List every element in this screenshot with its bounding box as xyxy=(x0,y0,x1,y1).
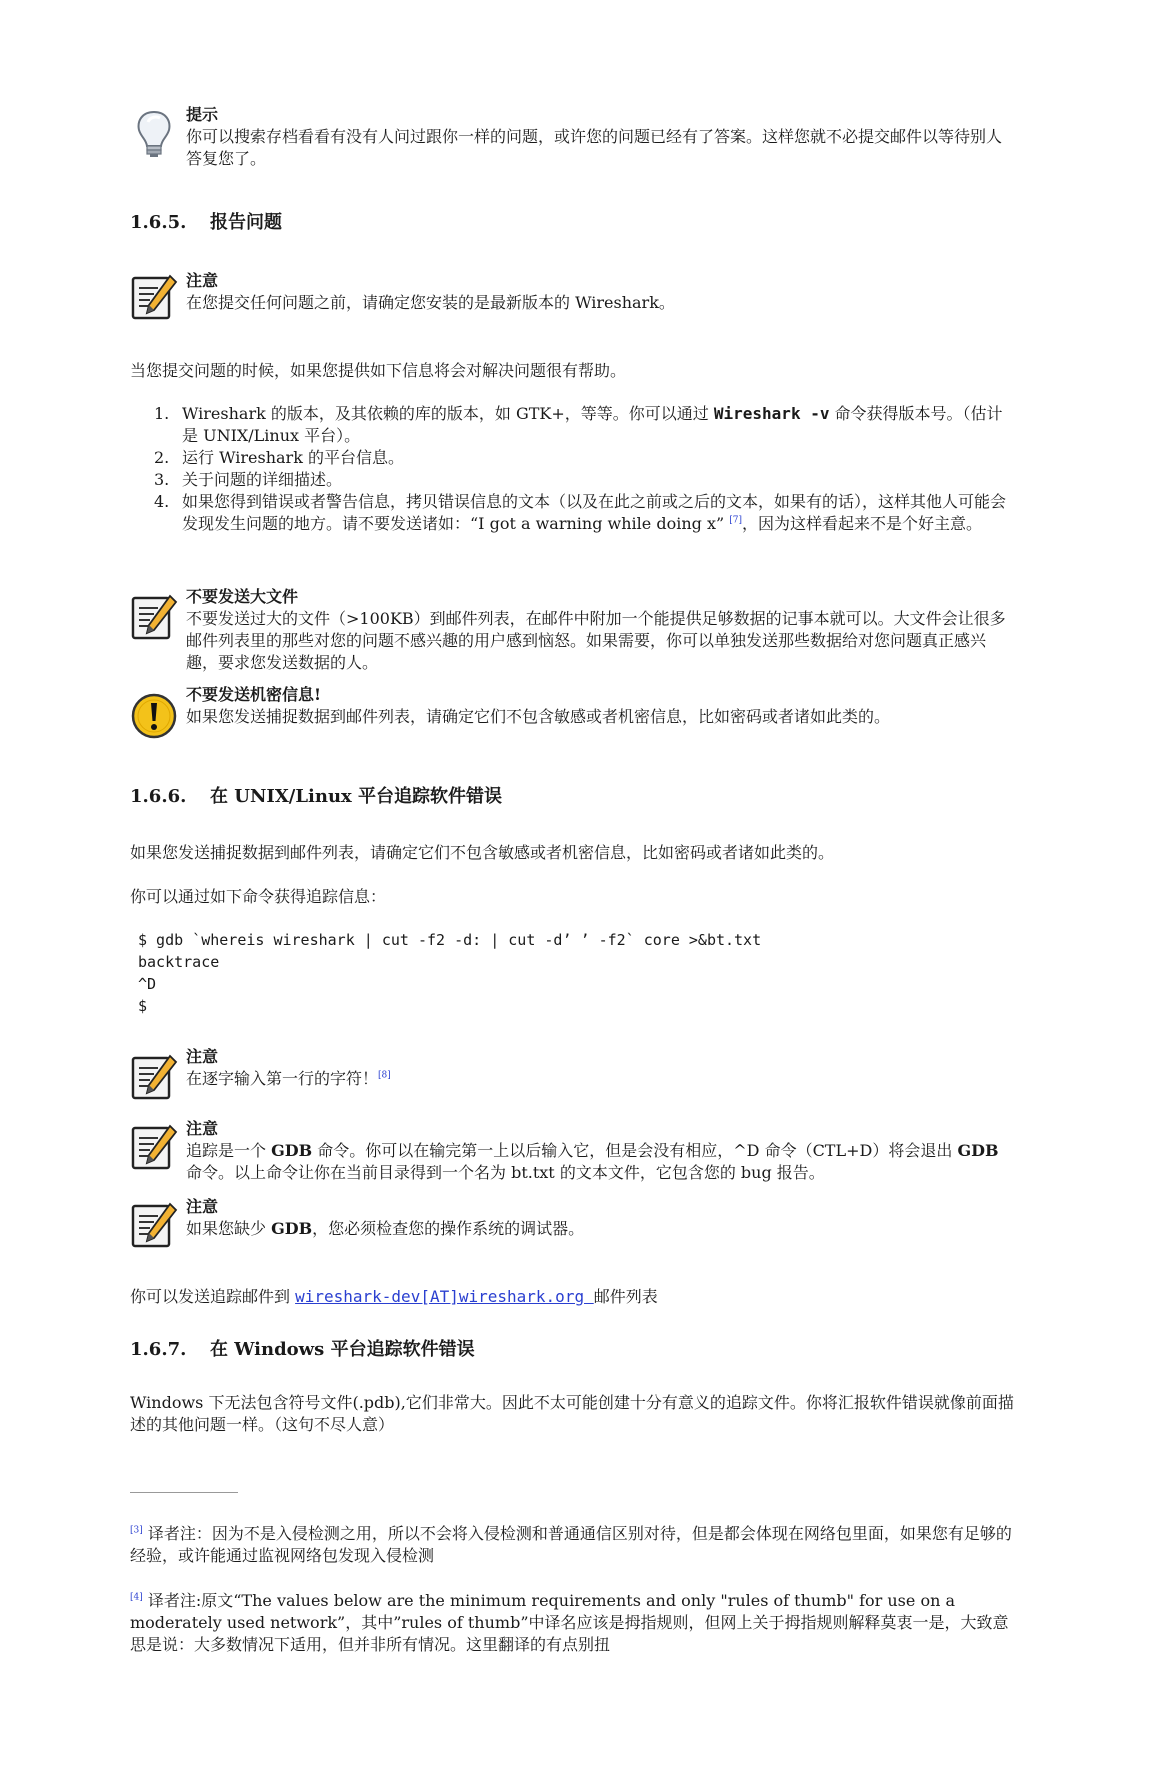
trace-paragraph-2: 你可以通过如下命令获得追踪信息： xyxy=(130,887,387,906)
section-number: 1.6.7. xyxy=(130,1339,187,1360)
note-text: 不要发送过大的文件（>100KB）到邮件列表，在邮件中附加一个能提供足够数据的记事本就可以。大文件会让很多邮件列表里的那些对您的问题不感兴趣的用户感到恼怒。如果需要，你可以单独发送那些数据给对您问题真正感兴趣，要求您发送数据的人。 xyxy=(186,609,1006,672)
trace-paragraph-1: 如果您发送捕捉数据到邮件列表，请确定它们不包含敏感或者机密信息，比如密码或者诸如此类的。 xyxy=(130,843,835,862)
note-title: 注意 xyxy=(186,1047,219,1066)
notepad-pencil-icon xyxy=(130,592,178,644)
list-item: 4. 如果您得到错误或者警告信息，拷贝错误信息的文本（以及在此之前或之后的文本，如果有的话），这样其他人可能会发现发生问题的地方。请不要发送诸如：“I got a warning while doing x” [7]，因为这样看起来不是个好主意。 xyxy=(154,492,1007,533)
list-item: 3. 关于问题的详细描述。 xyxy=(154,470,343,489)
list-item: 2. 运行 Wireshark 的平台信息。 xyxy=(154,448,404,467)
warning-text: 如果您发送捕捉数据到邮件列表，请确定它们不包含敏感或者机密信息，比如密码或者诸如此类的。 xyxy=(186,707,891,726)
footnote-mark-4[interactable]: [4] xyxy=(130,1592,143,1603)
note-text: 追踪是一个 GDB 命令。你可以在输完第一上以后输入它，但是会没有相应，^D 命令（CTL+D）将会退出 GDB 命令。以上命令让你在当前目录得到一个名为 bt.txt 的文本文件，它包含您的 bug 报告。 xyxy=(186,1141,999,1182)
mailing-list-link[interactable]: wireshark-dev[AT]wireshark.org xyxy=(295,1287,594,1306)
footnote-3: [3] 译者注：因为不是入侵检测之用，所以不会将入侵检测和普通通信区别对待，但是都会体现在网络包里面，如果您有足够的经验，或许能通过监视网络包发现入侵检测 xyxy=(130,1524,1012,1565)
tip-text: 你可以搜索存档看看有没有人问过跟你一样的问题，或许您的问题已经有了答案。这样您就不必提交邮件以等待别人答复您了。 xyxy=(186,127,1003,168)
section-heading-1-6-6 xyxy=(130,786,502,808)
section-title: 在 UNIX/Linux 平台追踪软件错误 xyxy=(210,786,503,807)
footnote-ref-7[interactable]: [7] xyxy=(729,515,742,526)
version-command: Wireshark -v xyxy=(713,404,830,423)
windows-trace-paragraph: Windows 下无法包含符号文件(.pdb),它们非常大。因此不太可能创建十分有意义的追踪文件。你将汇报软件错误就像前面描述的其他问题一样。（这句不尽人意） xyxy=(130,1393,1014,1434)
note-title: 注意 xyxy=(186,1197,219,1216)
notepad-pencil-icon xyxy=(130,1200,178,1252)
note-title: 注意 xyxy=(186,271,219,290)
footnote-4: [4] 译者注:原文“The values below are the minimum requirements and only "rules of thumb" for use on a moderately used network”，其中”rules of thumb”中译名应该是拇指规则，但网上关于拇指规则解释莫衷一是，大致意思是说：大多数情况下适用，但并非所有情况。这里翻译的有点别扭 xyxy=(130,1591,1009,1654)
list-item: 1. Wireshark 的版本，及其依赖的库的版本，如 GTK+，等等。你可以通过 Wireshark -v 命令获得版本号。（估计是 UNIX/Linux 平台）。 xyxy=(154,404,1003,445)
note-text: 在逐字输入第一行的字符！[8] xyxy=(186,1069,391,1088)
warning-title: 不要发送机密信息! xyxy=(186,685,322,704)
section-title: 报告问题 xyxy=(210,212,282,233)
gdb-code-block: $ gdb `whereis wireshark | cut -f2 -d: | cut -d’ ’ -f2` core >&bt.txt backtrace ^D $ xyxy=(138,931,762,1015)
section-number: 1.6.6. xyxy=(130,786,187,807)
report-intro: 当您提交问题的时候，如果您提供如下信息将会对解决问题很有帮助。 xyxy=(130,361,627,380)
note-text: 如果您缺少 GDB，您必须检查您的操作系统的调试器。 xyxy=(186,1219,585,1238)
section-heading-1-6-7 xyxy=(130,1339,475,1361)
notepad-pencil-icon xyxy=(130,272,178,324)
footnote-ref-8[interactable]: [8] xyxy=(378,1070,391,1081)
lightbulb-icon xyxy=(130,108,178,160)
section-title: 在 Windows 平台追踪软件错误 xyxy=(210,1339,475,1360)
warning-icon xyxy=(130,692,178,740)
note-title: 不要发送大文件 xyxy=(186,587,299,606)
footnote-mark-3[interactable]: [3] xyxy=(130,1525,143,1536)
section-heading-1-6-5 xyxy=(130,212,282,234)
report-info-list xyxy=(130,403,1015,535)
tip-title: 提示 xyxy=(186,105,219,124)
note-title: 注意 xyxy=(186,1119,219,1138)
notepad-pencil-icon xyxy=(130,1052,178,1104)
mail-paragraph: 你可以发送追踪邮件到 wireshark-dev[AT]wireshark.org 邮件列表 xyxy=(130,1287,658,1306)
section-number: 1.6.5. xyxy=(130,212,187,233)
notepad-pencil-icon xyxy=(130,1122,178,1174)
note-text: 在您提交任何问题之前，请确定您安装的是最新版本的 Wireshark。 xyxy=(186,293,675,312)
footnote-divider xyxy=(130,1492,238,1493)
